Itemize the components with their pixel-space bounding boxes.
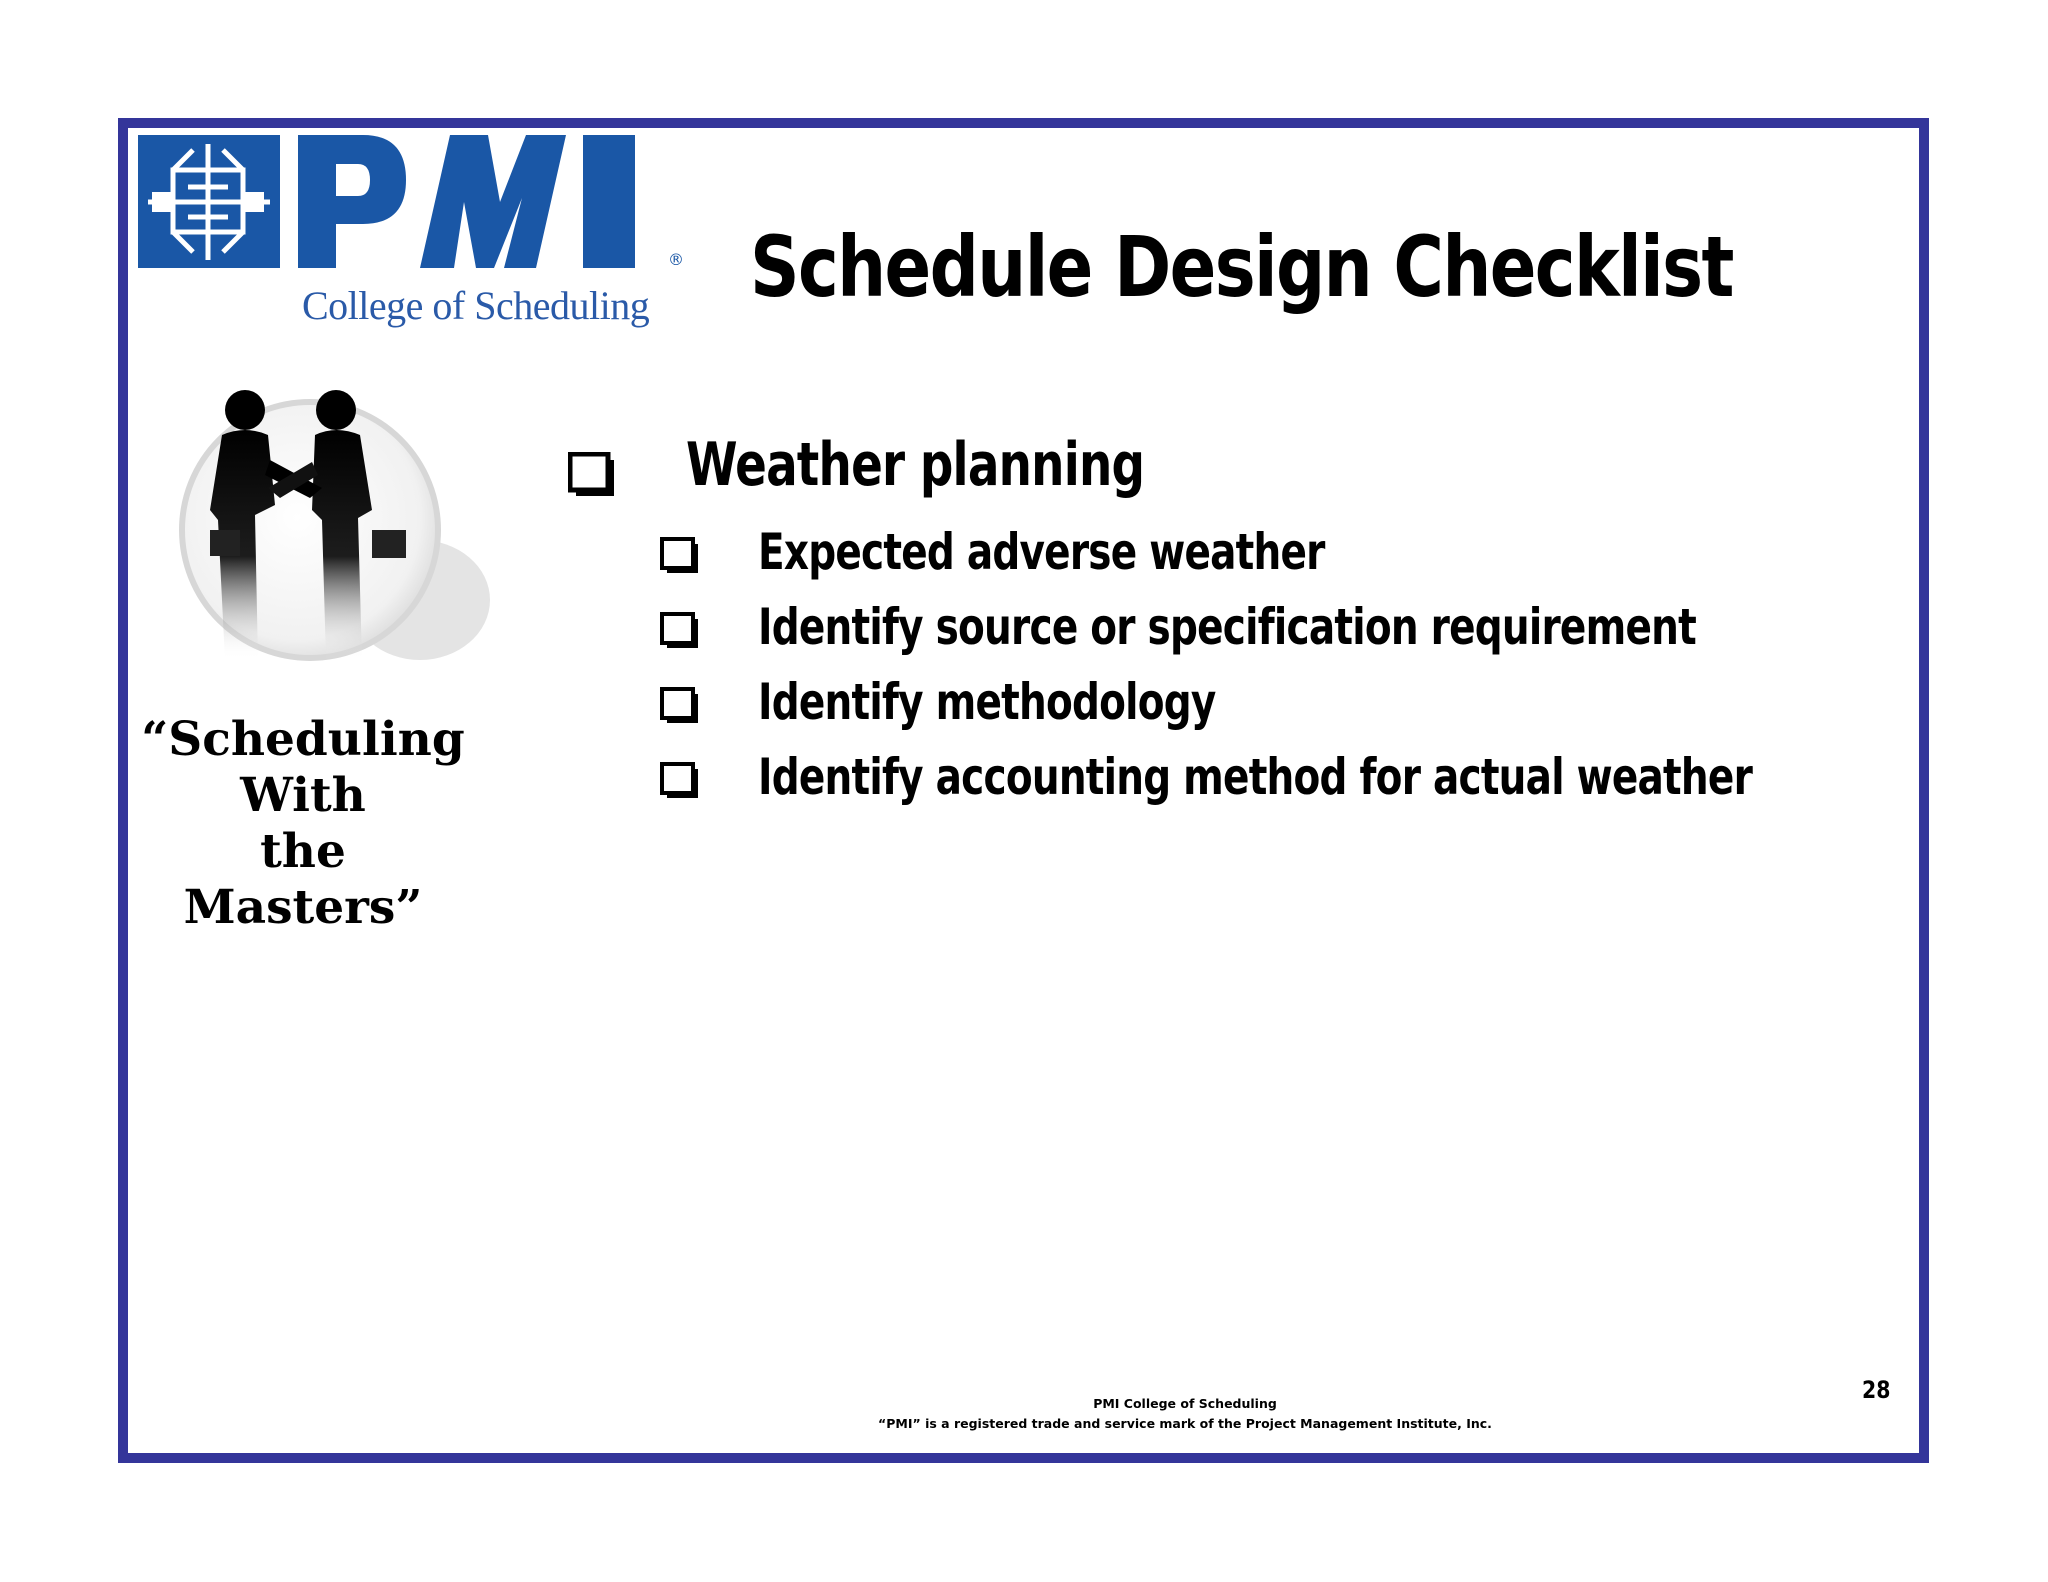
list-item-text: Identify source or specification requirement — [758, 598, 1696, 656]
pmi-logo-mark-icon — [138, 132, 678, 282]
list-item-text: Identify methodology — [758, 673, 1216, 731]
slide-footer — [800, 1394, 1570, 1434]
logo-subtitle: College of Scheduling — [302, 283, 650, 328]
checkbox-icon — [660, 537, 700, 575]
registered-mark: ® — [668, 250, 684, 269]
checkbox-icon — [660, 612, 700, 650]
handshake-icon — [150, 380, 500, 700]
checkbox-icon — [660, 687, 700, 725]
list-item-text: Identify accounting method for actual weather — [758, 748, 1753, 806]
list-item-text: Weather planning — [686, 430, 1145, 500]
tagline-line: With — [240, 768, 366, 823]
checkbox-icon — [568, 452, 616, 498]
handshake-illustration — [150, 380, 500, 700]
page-number: 28 — [1862, 1376, 1891, 1404]
checkbox-icon — [660, 762, 700, 800]
footer-line: PMI College of Scheduling — [1093, 1396, 1277, 1411]
pmi-logo — [138, 132, 698, 342]
list-item-text: Expected adverse weather — [758, 523, 1325, 581]
tagline — [138, 712, 468, 936]
slide-title: Schedule Design Checklist — [750, 218, 1733, 316]
tagline-line: the Masters” — [183, 824, 423, 935]
footer-line: “PMI” is a registered trade and service mark of the Project Management Institute, Inc. — [878, 1416, 1492, 1431]
tagline-line: “Scheduling — [141, 712, 465, 767]
